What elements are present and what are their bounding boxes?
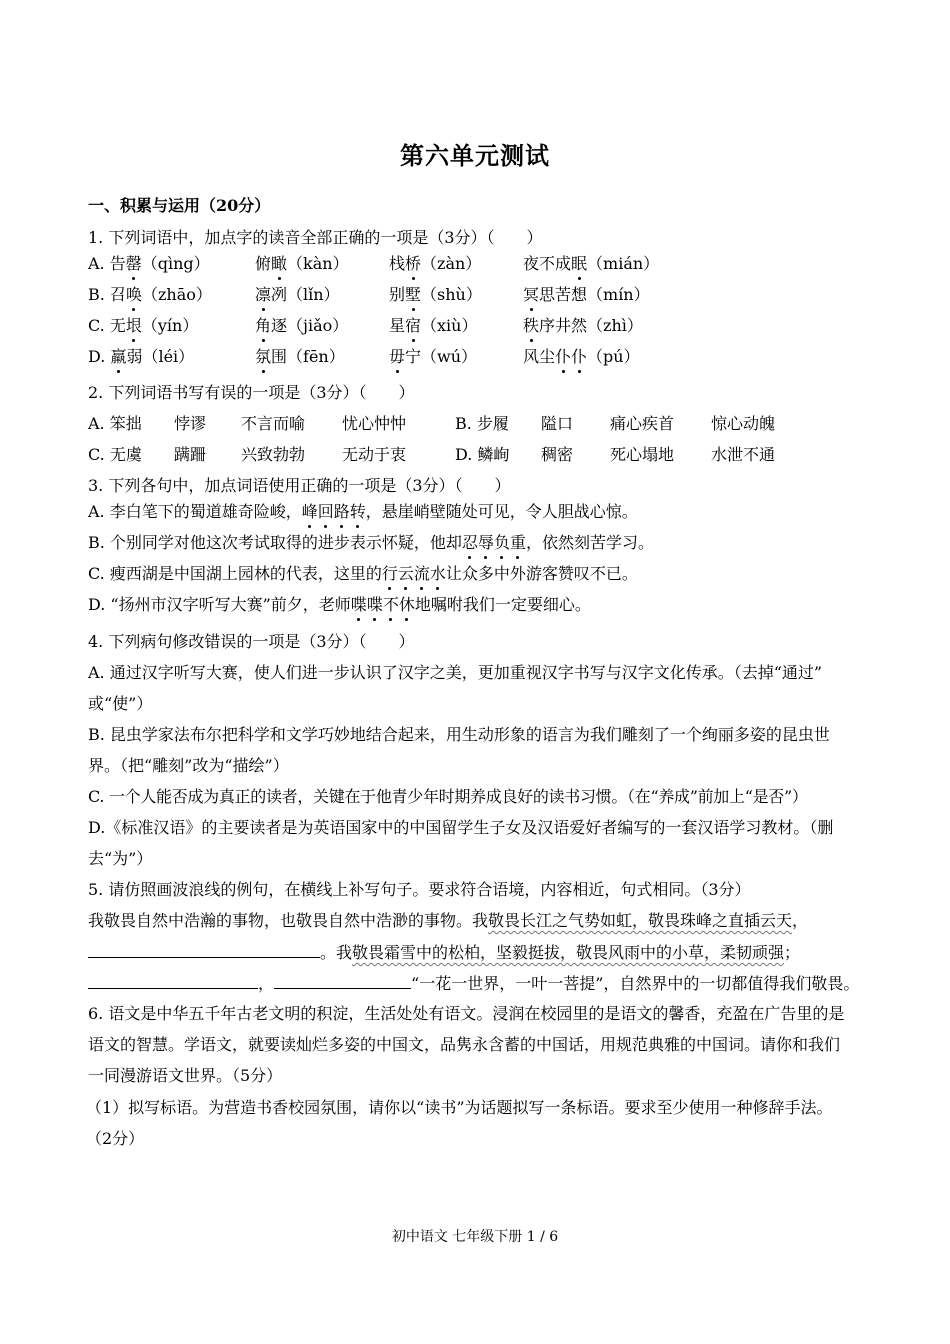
q5-stem: 5. 请仿照画波浪线的例句，在横线上补写句子。要求符合语境，内容相近，句式相同。（3分）: [88, 880, 751, 899]
q5-line-2: 。我敬畏霜雪中的松柏，坚毅挺拔，敬畏风雨中的小草，柔韧顽强；: [88, 942, 800, 963]
dotted-char: [555, 347, 587, 366]
dotted-char: 毋: [389, 347, 406, 366]
wavy-underlined-example: 敬畏霜雪中的松柏，坚毅挺拔，敬畏风雨中的小草，柔韧顽强: [352, 943, 785, 962]
dotted-char: 忍: [461, 533, 478, 552]
dotted-char: 宿: [405, 316, 422, 335]
q1-option-b2: 凛冽（lǐn）: [255, 285, 340, 304]
q1-option-d4: 风尘仆仆（pú）: [523, 347, 640, 366]
q6-stem-line-2: 语文的智慧。学语文，就要读灿烂多姿的中国文，品隽永含蓄的中国话，用规范典雅的中国词。请你和我们: [88, 1035, 841, 1054]
dotted-char: 角: [255, 316, 272, 335]
q4-option-d: D.《标准汉语》的主要读者是为英语国家中的中国留学生子女及汉语爱好者编写的一套汉语学习教材。（删: [88, 818, 834, 837]
q1-option-b1: B. 召唤（zhāo）: [88, 285, 212, 304]
q2-word: D. 鳞峋: [455, 445, 510, 464]
dotted-char: 垠: [125, 316, 142, 335]
dotted-char: 路: [333, 502, 350, 521]
q3-option-d: D. “扬州市汉字听写大赛”前夕，老师喋喋不休地嘱咐我们一定要细心。: [88, 595, 591, 614]
q5-line-3: ， “一花一世界，一叶一菩提”，自然界中的一切都值得我们敬畏。: [88, 973, 859, 994]
dotted-char: 不: [382, 595, 399, 614]
dotted-char: 瞰: [271, 254, 288, 273]
q1-stem: 1. 下列词语中，加点字的读音全部正确的一项是（3分）（ ）: [88, 228, 543, 247]
q1-option-c1: C. 无垠（yín）: [88, 316, 199, 335]
q2-word: 水泄不通: [711, 445, 776, 464]
q2-word: 蹒跚: [174, 445, 207, 464]
q2-stem: 2. 下列词语书写有误的一项是（3分）（ ）: [88, 383, 415, 402]
dotted-char: 喋: [366, 595, 383, 614]
dotted-char: 凛: [255, 285, 272, 304]
q1-option-a4: 夜不成眠（mián）: [523, 254, 660, 273]
dotted-char: 峰: [301, 502, 318, 521]
answer-blank[interactable]: [88, 942, 320, 958]
q2-word: B. 步履: [455, 414, 509, 433]
q3-option-c: C. 瘦西湖是中国湖上园林的代表，这里的行云流水让众多中外游客赞叹不已。: [88, 564, 638, 583]
dotted-char: 辱: [477, 533, 494, 552]
q1-option-d1: D. 羸弱（léi）: [88, 347, 195, 366]
answer-blank[interactable]: [88, 973, 258, 989]
answer-blank[interactable]: [274, 973, 411, 989]
q2-word: 隘口: [541, 414, 574, 433]
q2-word: 不言而喻: [241, 414, 306, 433]
q2-word: 死心塌地: [610, 445, 675, 464]
q4-option-c: C. 一个人能否成为真正的读者，关键在于他青少年时期养成良好的读书习惯。（在“养成”前加上“是否”）: [88, 787, 808, 806]
q1-option-a2: 俯瞰（kàn）: [255, 254, 349, 273]
dotted-char: 流: [413, 564, 430, 583]
q4-option-b-cont: 界。（把“雕刻”改为“描绘”）: [88, 756, 289, 775]
q1-option-a3: 栈桥（zàn）: [389, 254, 482, 273]
dotted-char: 仆: [555, 347, 572, 366]
q6-stem-line-3: 一同漫游语文世界。（5分）: [88, 1066, 283, 1085]
q4-option-a-cont: 或“使”）: [88, 694, 153, 713]
dotted-char: 罄: [125, 254, 142, 273]
q3-stem: 3. 下列各句中，加点词语使用正确的一项是（3分）（ ）: [88, 476, 511, 495]
q1-option-d3: 毋宁（wú）: [389, 347, 478, 366]
q1-option-a1: A. 告罄（qìng）: [88, 254, 210, 273]
dotted-char: 转: [349, 502, 366, 521]
page-footer: 初中语文 七年级下册 1 / 6: [391, 1229, 559, 1245]
dotted-char: 眠: [571, 254, 588, 273]
dotted-char: 墅: [405, 285, 422, 304]
dotted-phrase: [462, 533, 526, 552]
q6-stem-line-1: 6. 语文是中华五千年古老文明的积淀，生活处处有语文。浸润在校园里的是语文的馨香，充盈在广告里的是: [88, 1004, 845, 1023]
q2-word: 痛心疾首: [610, 414, 675, 433]
dotted-char: 唤: [125, 285, 142, 304]
q4-option-a: A. 通过汉字听写大赛，使人们进一步认识了汉字之美，更加重视汉字书写与汉字文化传承。（去掉“通过”: [88, 663, 823, 682]
q1-option-c2: 角逐（jiǎo）: [255, 316, 349, 335]
dotted-char: 喋: [350, 595, 367, 614]
dotted-char: 回: [317, 502, 334, 521]
dotted-char: 云: [397, 564, 414, 583]
q2-word: C. 无虞: [88, 445, 142, 464]
q6-subquestion-1-cont: （2分）: [86, 1129, 145, 1148]
dotted-char: 桥: [405, 254, 422, 273]
q4-option-b: B. 昆虫学家法布尔把科学和文学巧妙地结合起来，用生动形象的语言为我们雕刻了一个绚丽多姿的昆虫世: [88, 725, 830, 744]
q1-option-c4: 秩序井然（zhì）: [523, 316, 643, 335]
q2-word: 稠密: [541, 445, 574, 464]
wavy-underlined-example: 敬畏长江之气势如虹，敬畏珠峰之直插云天: [488, 911, 793, 930]
q2-word: A. 笨拙: [88, 414, 142, 433]
q4-stem: 4. 下列病句修改错误的一项是（3分）（ ）: [88, 632, 415, 651]
dotted-phrase: [351, 595, 415, 614]
q1-option-d2: 氛围（fēn）: [255, 347, 345, 366]
dotted-phrase: [382, 564, 446, 583]
q3-option-b: B. 个别同学对他这次考试取得的进步表示怀疑，他却忍辱负重，依然刻苦学习。: [88, 533, 655, 552]
page-title: 第六单元测试: [400, 141, 550, 170]
dotted-char: 秩: [523, 316, 540, 335]
dotted-char: 冥: [523, 285, 540, 304]
q1-option-c3: 星宿（xiù）: [389, 316, 478, 335]
q3-option-a: A. 李白笔下的蜀道雄奇险峻，峰回路转，悬崖峭壁随处可见，令人胆战心惊。: [88, 502, 638, 521]
q1-option-b3: 别墅（shù）: [389, 285, 482, 304]
q2-word: 忧心忡忡: [342, 414, 407, 433]
q6-subquestion-1: （1）拟写标语。为营造书香校园氛围，请你以“读书”为话题拟写一条标语。要求至少使用一种修辞手法。: [86, 1098, 833, 1117]
dotted-phrase: [302, 502, 366, 521]
dotted-char: 氛: [255, 347, 272, 366]
dotted-char: 重: [509, 533, 526, 552]
dotted-char: 水: [429, 564, 446, 583]
q2-word: 悖谬: [174, 414, 207, 433]
q2-word: 无动于衷: [342, 445, 407, 464]
dotted-char: 行: [381, 564, 398, 583]
dotted-char: 仆: [571, 347, 588, 366]
dotted-char: 休: [398, 595, 415, 614]
dotted-char: 负: [493, 533, 510, 552]
section-heading: 一、积累与运用（20分）: [88, 196, 271, 215]
q1-option-b4: 冥思苦想（mín）: [523, 285, 650, 304]
q2-word: 兴致勃勃: [241, 445, 306, 464]
q2-word: 惊心动魄: [711, 414, 776, 433]
q5-example-line: 我敬畏自然中浩瀚的事物，也敬畏自然中浩渺的事物。我敬畏长江之气势如虹，敬畏珠峰之直插云天，: [88, 911, 809, 930]
dotted-char: 羸: [110, 347, 127, 366]
q4-option-d-cont: 去“为”）: [88, 849, 153, 868]
